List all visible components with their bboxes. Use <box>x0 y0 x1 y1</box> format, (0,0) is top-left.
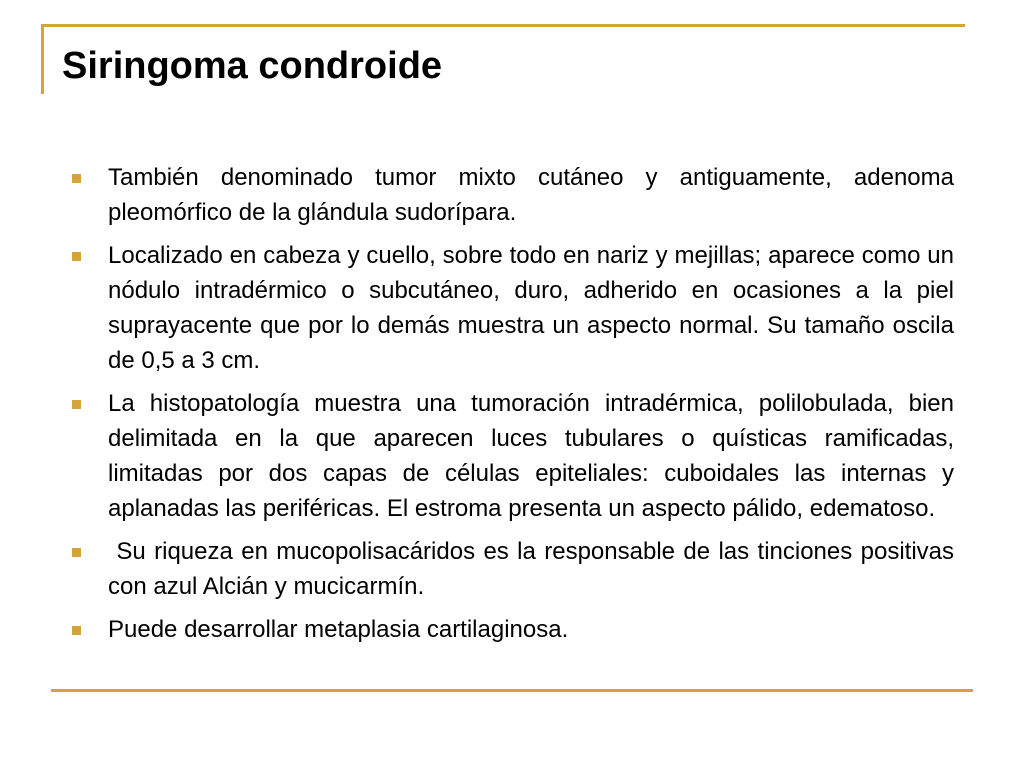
bullet-text: La histopatología muestra una tumoración intradérmica, polilobulada, bien delimitada en la que aparecen luces tubulares o quísticas ramificadas, limitadas por dos capas de células epiteliales: cuboidales las internas y aplanadas las periféricas. El estroma presenta un aspecto pálido, edematoso. <box>108 390 954 522</box>
bullet-item <box>66 386 954 526</box>
bullet-text: También denominado tumor mixto cutáneo y antiguamente, adenoma pleomórfico de la glándula sudorípara. <box>108 164 954 226</box>
bullet-list <box>66 160 961 655</box>
left-accent-rule <box>41 24 44 94</box>
bullet-item <box>66 534 961 604</box>
bottom-accent-rule <box>51 689 973 692</box>
bullet-text: Puede desarrollar metaplasia cartilaginosa. <box>108 616 569 643</box>
square-bullet-icon <box>72 548 81 557</box>
square-bullet-icon <box>72 252 81 261</box>
bullet-item <box>66 238 954 378</box>
top-accent-rule <box>44 24 965 27</box>
bullet-item <box>66 612 954 647</box>
square-bullet-icon <box>72 626 81 635</box>
slide-title: Siringoma condroide <box>62 45 443 87</box>
bullet-item <box>66 160 954 230</box>
bullet-text: Localizado en cabeza y cuello, sobre todo en nariz y mejillas; aparece como un nódulo intradérmico o subcutáneo, duro, adherido en ocasiones a la piel suprayacente que por lo demás muestra un aspecto normal. Su tamaño oscila de 0,5 a 3 cm. <box>108 242 954 374</box>
square-bullet-icon <box>72 400 81 409</box>
bullet-text: Su riqueza en mucopolisacáridos es la responsable de las tinciones positivas con azul Alcián y mucicarmín. <box>108 538 961 600</box>
square-bullet-icon <box>72 174 81 183</box>
